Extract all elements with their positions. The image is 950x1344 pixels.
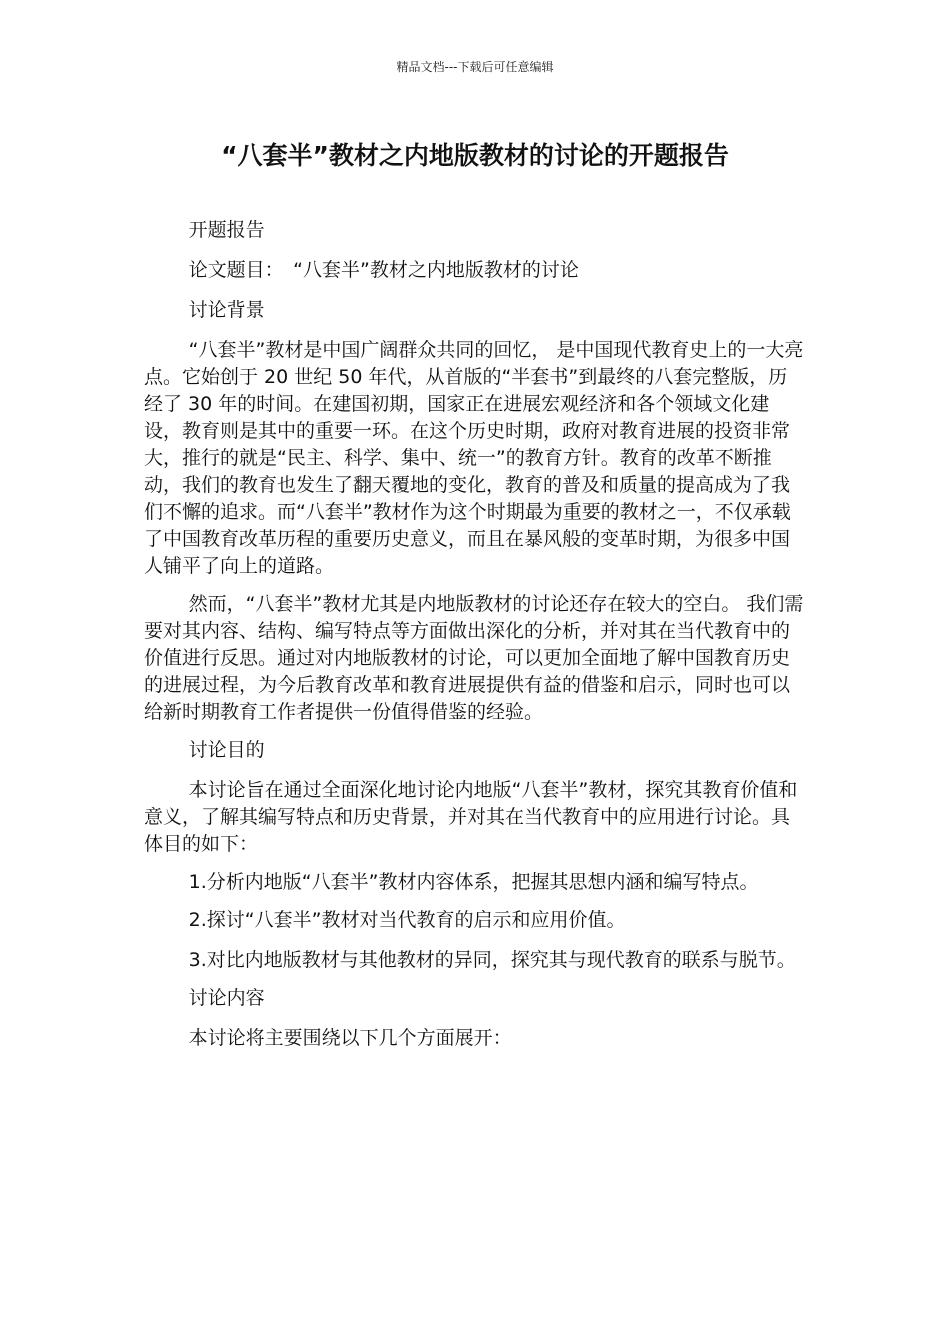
background-paragraph-1: “八套半”教材是中国广阔群众共同的回忆， 是中国现代教育史上的一大亮点。它始创于 20 世纪 50 年代，从首版的“半套书”到最终的八套完整版，历经了 30 年的时间。在建国初期，国家正在进展宏观经济和各个领域文化建设，教育则是其中的重要一环。在这个历史时期，政府对教育进展的投资非常大，推行的就是“民主、科学、集中、统一”的教育方针。教育的改革不断推动，我们的教育也发生了翻天覆地的变化，教育的普及和质量的提高成为了我们不懈的追求。而“八套半”教材作为这个时期最为重要的教材之一，不仅承载了中国教育改革历程的重要历史意义，而且在暴风般的变革时期，为很多中国人铺平了向上的道路。 [144,339,804,577]
purpose-paragraph: 本讨论旨在通过全面深化地讨论内地版“八套半”教材，探究其教育价值和意义，了解其编写特点和历史背景，并对其在当代教育中的应用进行讨论。具体目的如下： [144,779,798,855]
heading-background: 讨论背景 [188,299,265,321]
purpose-item-2: 2.探讨“八套半”教材对当代教育的启示和应用价值。 [188,909,626,931]
heading-content: 讨论内容 [188,987,265,1009]
purpose-item-3: 3.对比内地版教材与其他教材的异同，探究其与现代教育的联系与脱节。 [188,949,796,971]
thesis-title-line: 论文题目： “八套半”教材之内地版教材的讨论 [188,259,579,281]
heading-purpose: 讨论目的 [188,739,265,761]
document-title: “八套半”教材之内地版教材的讨论的开题报告 [221,141,729,170]
document-body [144,217,804,1065]
purpose-item-1: 1.分析内地版“八套半”教材内容体系，把握其思想内涵和编写特点。 [188,871,759,893]
page-header-note: 精品文档---下载后可任意编辑 [396,60,554,74]
content-intro: 本讨论将主要围绕以下几个方面展开： [188,1027,512,1049]
heading-proposal-report: 开题报告 [188,219,265,241]
background-paragraph-2: 然而，“八套半”教材尤其是内地版教材的讨论还存在较大的空白。 我们需要对其内容、结构、编写特点等方面做出深化的分析，并对其在当代教育中的价值进行反思。通过对内地版教材的讨论，可以更加全面地了解中国教育历史的进展过程，为今后教育改革和教育进展提供有益的借鉴和启示，同时也可以给新时期教育工作者提供一份值得借鉴的经验。 [144,593,804,723]
